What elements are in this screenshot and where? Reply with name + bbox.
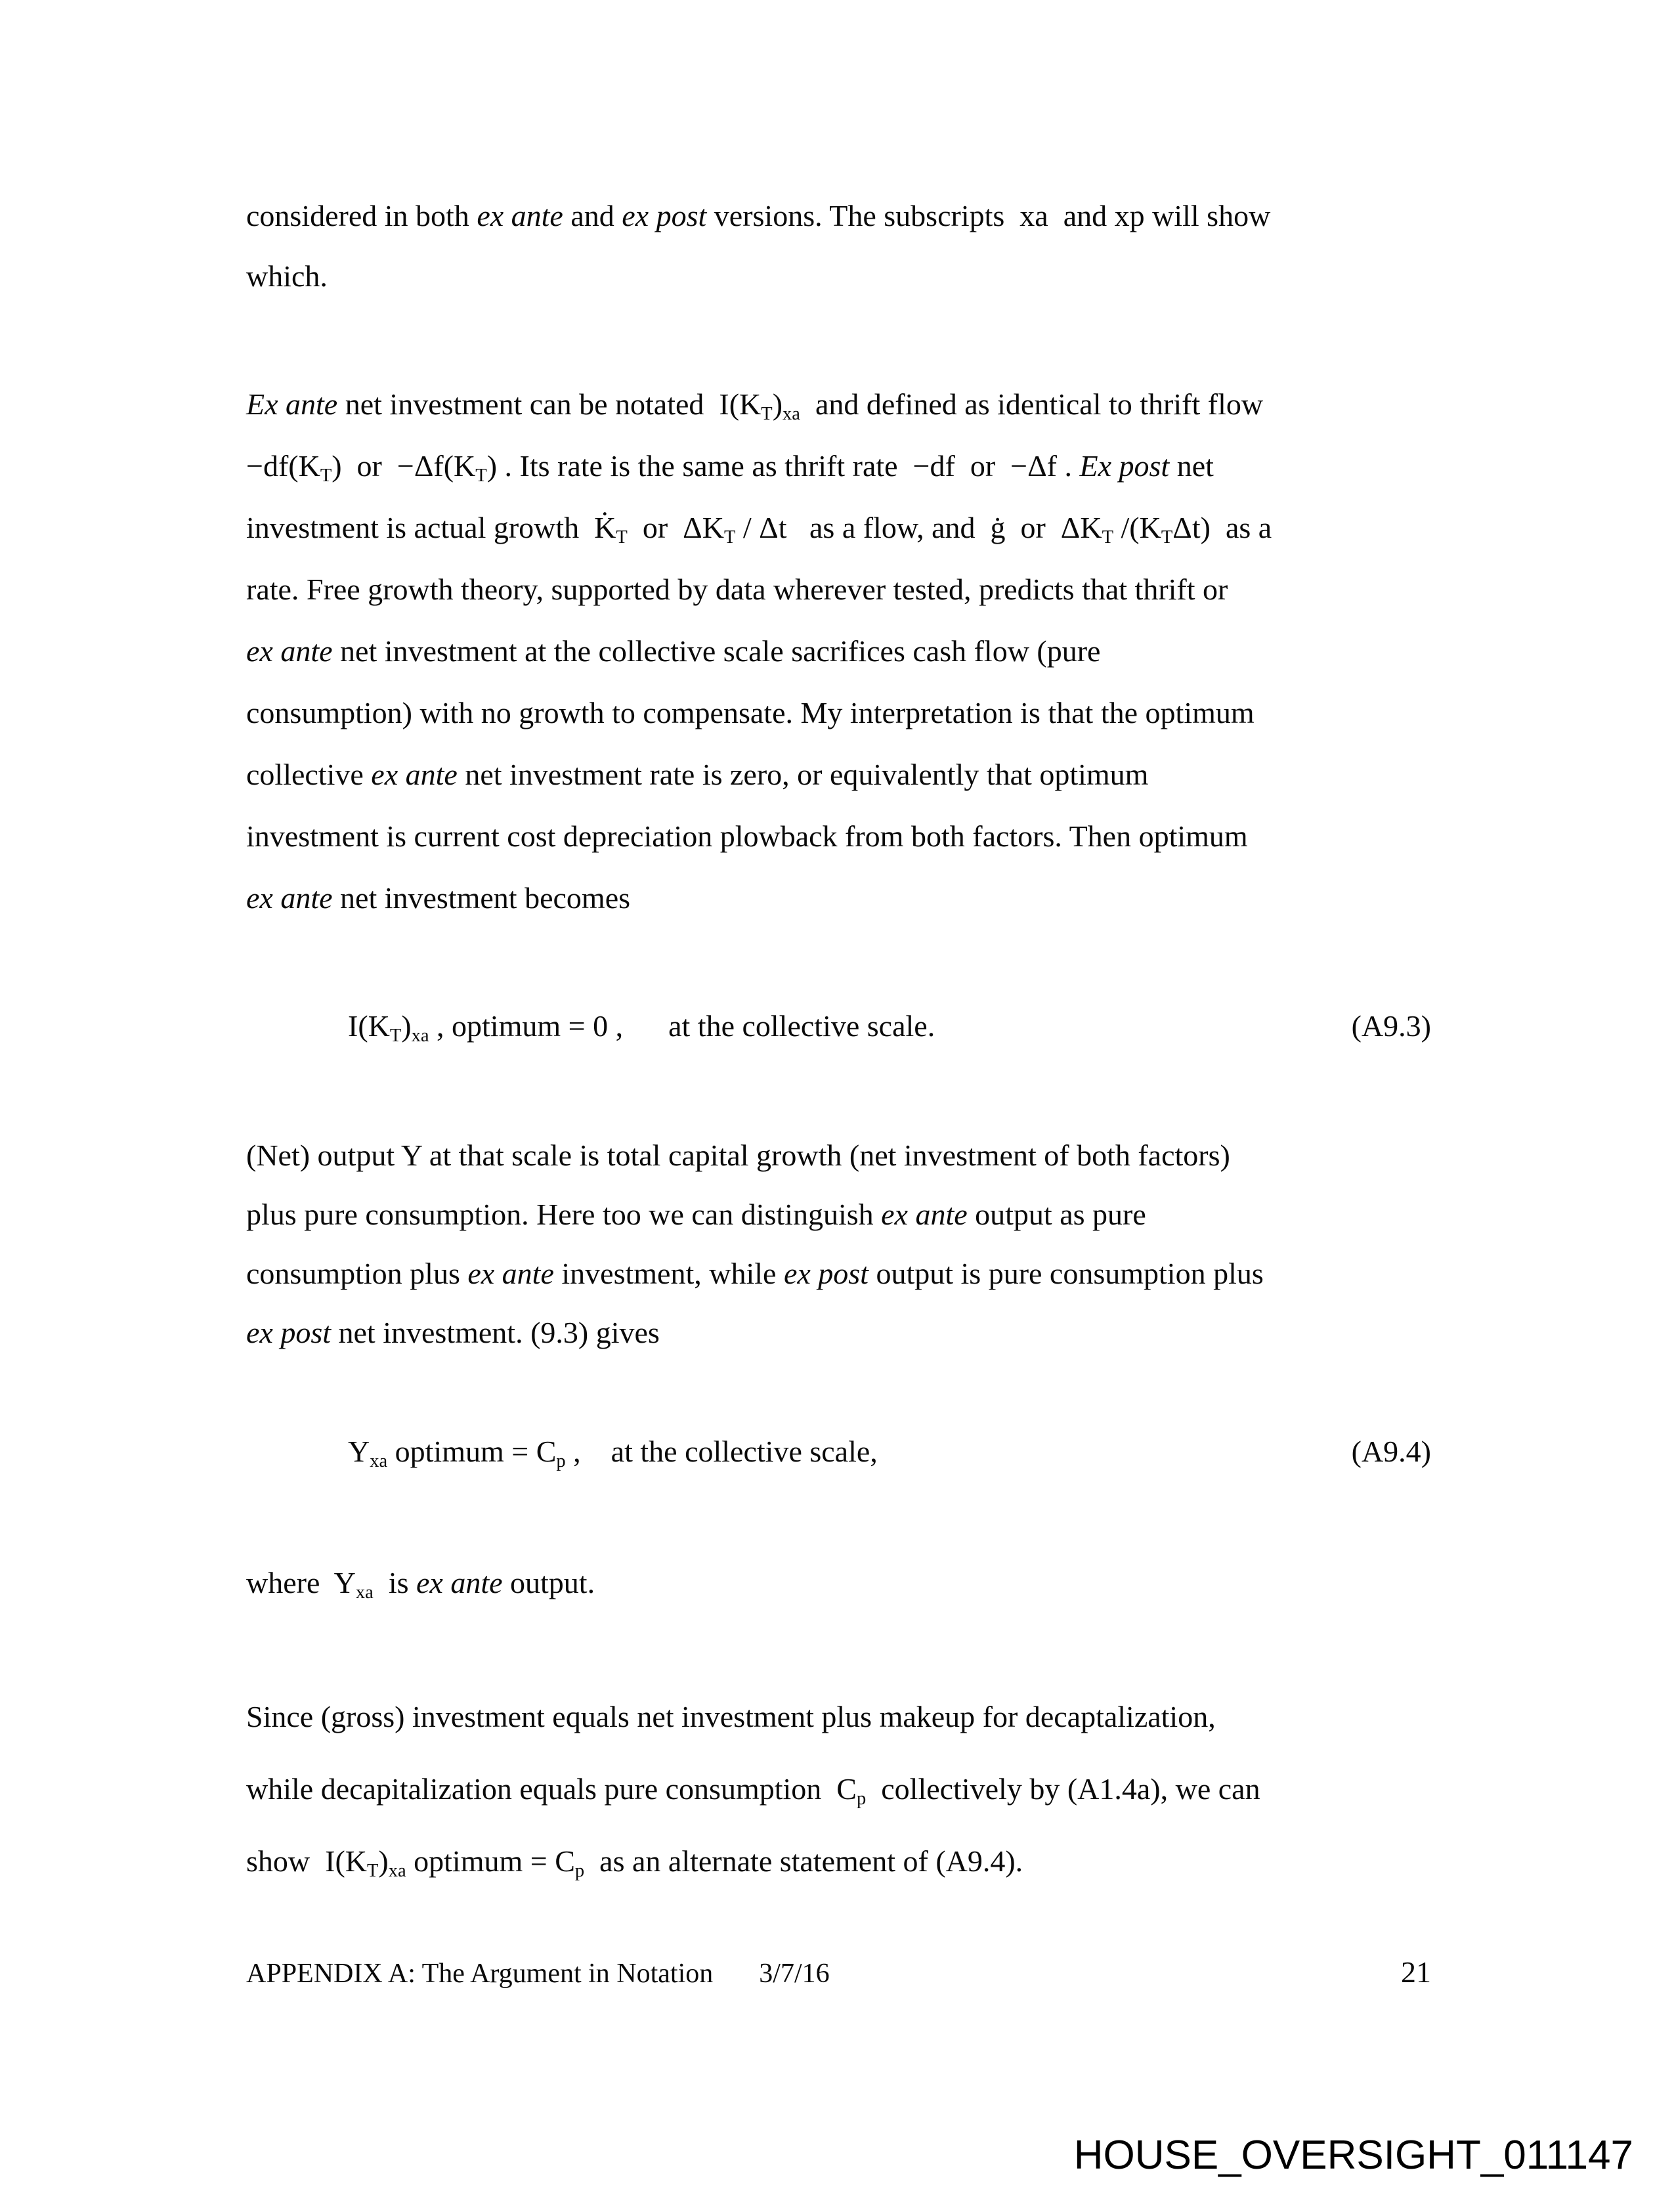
text-run: output. <box>502 1566 595 1599</box>
footer-date: 3/7/16 <box>759 1959 830 1989</box>
text-line <box>246 1825 1431 1898</box>
subscript-run: p <box>574 1860 585 1881</box>
subscript-run: T <box>389 1025 402 1046</box>
paragraph-4 <box>246 1681 1431 1898</box>
italic-run: ex ante <box>246 881 333 915</box>
text-run: output as pure <box>967 1198 1146 1231</box>
text-run: investment is actual growth K̇ <box>246 511 616 544</box>
text-run: net <box>1169 449 1214 483</box>
text-run: and <box>563 199 622 232</box>
paragraph-1 <box>246 186 1431 307</box>
subscript-run: xa <box>411 1025 429 1046</box>
text-line <box>246 1681 1431 1753</box>
subscript-run: T <box>366 1860 379 1881</box>
text-line <box>246 246 1431 307</box>
bates-number: HOUSE_OVERSIGHT_011147 <box>1073 2133 1633 2178</box>
text-line <box>246 806 1431 867</box>
where-clause <box>246 1553 1431 1613</box>
italic-run: ex post <box>622 199 707 232</box>
text-run: Y <box>348 1435 370 1468</box>
text-run: / Δt as a flow, and ġ or ΔK <box>735 511 1102 544</box>
text-run: /(K <box>1113 511 1161 544</box>
text-run: collectively by (A1.4a), we can <box>866 1772 1260 1806</box>
text-run: investment, while <box>553 1257 784 1290</box>
text-run: net investment at the collective scale sacrifices cash flow (pure <box>332 634 1101 668</box>
paragraph-2 <box>246 374 1431 929</box>
text-run: output is pure consumption plus <box>868 1257 1264 1290</box>
text-line <box>246 620 1431 682</box>
italic-run: ex post <box>783 1257 869 1290</box>
subscript-run: T <box>723 527 736 548</box>
text-line <box>246 186 1431 246</box>
subscript-run: xa <box>370 1450 388 1471</box>
text-line <box>246 559 1431 620</box>
subscript-run: T <box>761 403 773 424</box>
text-line <box>348 1421 1431 1482</box>
subscript-run: T <box>1161 527 1173 548</box>
subscript-run: T <box>320 465 332 486</box>
text-run: is <box>373 1566 416 1599</box>
text-line <box>246 744 1431 806</box>
italic-run: ex ante <box>467 1257 554 1290</box>
subscript-run: p <box>556 1450 566 1471</box>
page-number: 21 <box>1401 1955 1431 1989</box>
footer-title: APPENDIX A: The Argument in Notation <box>246 1959 714 1989</box>
text-line <box>246 1303 1431 1362</box>
text-run: net investment can be notated I(K <box>337 387 762 421</box>
text-run: (Net) output Y at that scale is total capital growth (net investment of both factors) <box>246 1139 1230 1172</box>
italic-run: ex ante <box>477 199 563 232</box>
subscript-run: xa <box>355 1582 374 1603</box>
text-line <box>246 374 1431 435</box>
page-footer <box>246 1955 1431 1991</box>
text-run: while decapitalization equals pure consumption C <box>246 1772 857 1806</box>
text-line <box>246 1553 1431 1613</box>
italic-run: ex ante <box>371 758 458 791</box>
text-line <box>246 1244 1431 1303</box>
text-run: which. <box>246 259 328 293</box>
text-run: investment is current cost depreciation plowback from both factors. Then optimum <box>246 819 1248 853</box>
text-run: optimum = C <box>387 1435 557 1468</box>
subscript-run: p <box>856 1788 867 1809</box>
equation-label: (A9.4) <box>1351 1435 1431 1468</box>
text-run: net investment. (9.3) gives <box>331 1316 660 1349</box>
text-run: , at the collective scale, <box>565 1435 878 1468</box>
subscript-run: xa <box>783 403 800 424</box>
text-run: −df(K <box>246 449 320 483</box>
text-run: ) <box>772 387 783 421</box>
text-run: net investment becomes <box>332 881 631 915</box>
text-line <box>246 682 1431 744</box>
subscript-run: T <box>616 527 628 548</box>
text-run: ) <box>401 1009 412 1043</box>
text-run: or ΔK <box>627 511 724 544</box>
italic-run: ex ante <box>416 1566 503 1599</box>
equation-a9-3 <box>348 996 1431 1056</box>
subscript-run: T <box>475 465 487 486</box>
text-run: as an alternate statement of (A9.4). <box>584 1844 1023 1878</box>
subscript-run: T <box>1102 527 1114 548</box>
text-run: where Y <box>246 1566 356 1599</box>
text-run: show I(K <box>246 1844 367 1878</box>
text-run: ) or −Δf(K <box>332 449 476 483</box>
text-line <box>246 1753 1431 1825</box>
text-run: plus pure consumption. Here too we can distinguish <box>246 1198 882 1231</box>
text-run: and defined as identical to thrift flow <box>800 387 1264 421</box>
text-run: ) . Its rate is the same as thrift rate −df or −Δf . <box>486 449 1080 483</box>
text-line <box>246 867 1431 929</box>
text-run: considered in both <box>246 199 477 232</box>
text-run: versions. The subscripts xa and xp will show <box>706 199 1271 232</box>
italic-run: ex post <box>246 1316 332 1349</box>
text-run: optimum = C <box>406 1844 575 1878</box>
text-run: consumption) with no growth to compensate. My interpretation is that the optimum <box>246 696 1255 729</box>
paragraph-3 <box>246 1126 1431 1362</box>
equation-label: (A9.3) <box>1351 1009 1431 1043</box>
subscript-run: xa <box>388 1860 406 1881</box>
text-run: consumption plus <box>246 1257 468 1290</box>
italic-run: Ex post <box>1079 449 1170 483</box>
italic-run: ex ante <box>881 1198 968 1231</box>
italic-run: ex ante <box>246 634 333 668</box>
text-run: net investment rate is zero, or equivalently that optimum <box>457 758 1149 791</box>
italic-run: Ex ante <box>246 387 338 421</box>
text-run: collective <box>246 758 372 791</box>
text-line <box>246 1126 1431 1185</box>
text-run: Since (gross) investment equals net investment plus makeup for decaptalization, <box>246 1700 1216 1733</box>
text-run: ) <box>378 1844 389 1878</box>
text-line <box>246 435 1431 497</box>
text-line <box>246 1185 1431 1244</box>
text-run: Δt) as a <box>1172 511 1272 544</box>
text-run: rate. Free growth theory, supported by data wherever tested, predicts that thrift or <box>246 573 1228 606</box>
equation-a9-4 <box>348 1421 1431 1482</box>
text-line <box>246 497 1431 559</box>
text-line <box>348 996 1431 1056</box>
text-run: I(K <box>348 1009 390 1043</box>
text-run: , optimum = 0 , at the collective scale. <box>429 1009 935 1043</box>
